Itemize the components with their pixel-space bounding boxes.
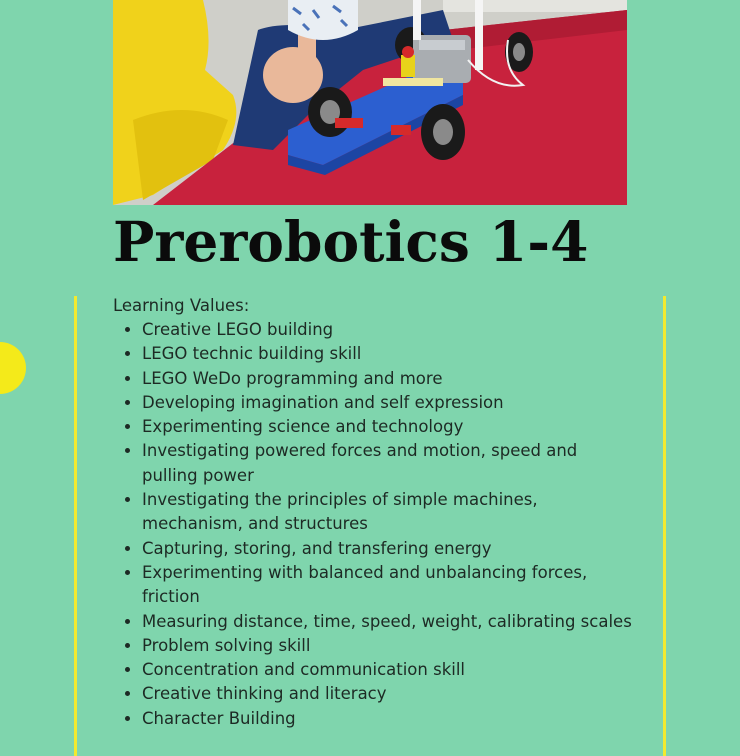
list-item: • Creative LEGO building — [142, 318, 633, 342]
learning-values-list — [113, 318, 633, 731]
list-item: • Measuring distance, time, speed, weight, calibrating scales — [142, 610, 633, 634]
learning-values-heading: Learning Values: — [113, 296, 250, 315]
list-item: • LEGO technic building skill — [142, 342, 633, 366]
yellow-plate — [383, 78, 443, 86]
right-divider-line — [663, 296, 666, 756]
white-post — [413, 0, 421, 40]
robot-car-photo — [113, 0, 627, 205]
list-item: • Capturing, storing, and transfering energy — [142, 537, 633, 561]
list-item: • Problem solving skill — [142, 634, 633, 658]
photo-wall-light — [443, 0, 627, 12]
list-item: • LEGO WeDo programming and more — [142, 367, 633, 391]
list-item: • Developing imagination and self expression — [142, 391, 633, 415]
list-item: • Experimenting with balanced and unbalancing forces, friction — [142, 561, 633, 610]
list-item: • Investigating the principles of simple machines, mechanism, and structures — [142, 488, 633, 537]
learning-values-section — [113, 294, 633, 731]
hero-photo — [113, 0, 627, 205]
minifig — [401, 55, 415, 77]
list-item: • Investigating powered forces and motion, speed and pulling power — [142, 439, 633, 488]
yellow-dot-decoration — [0, 342, 26, 394]
list-item: • Creative thinking and literacy — [142, 682, 633, 706]
child-mask — [288, 0, 358, 40]
page-title: Prerobotics 1-4 — [113, 209, 589, 274]
red-brick — [335, 118, 363, 128]
left-divider-line — [74, 296, 77, 756]
list-item: • Experimenting science and technology — [142, 415, 633, 439]
list-item: • Character Building — [142, 707, 633, 731]
list-item: • Concentration and communication skill — [142, 658, 633, 682]
